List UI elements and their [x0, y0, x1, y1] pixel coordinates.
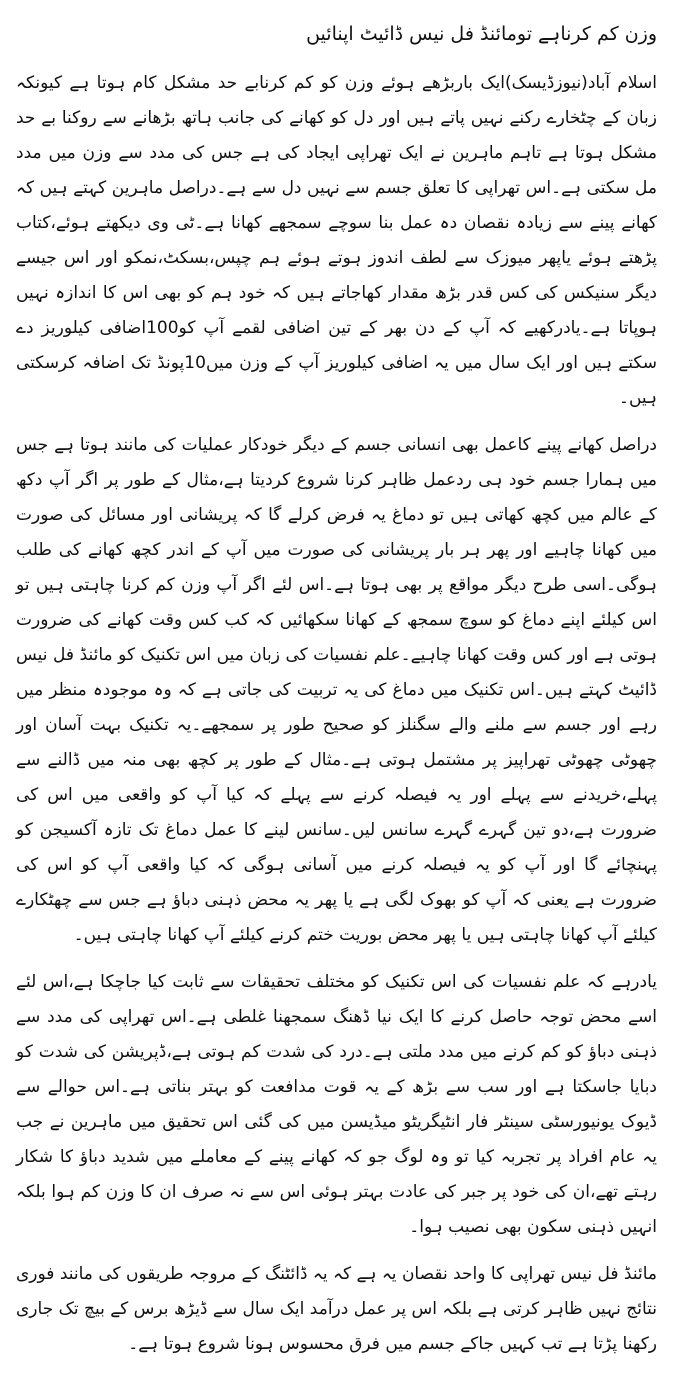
article-paragraph: اسلام آباد(نیوزڈیسک)ایک باربڑھے ہوئے وزن کو کم کرنابے حد مشکل کام ہوتا ہے کیونکہ زبان کے چٹخارے رکنے نہیں پاتے ہیں اور دل کو کھانے کی جانب ہاتھ بڑھانے سے روکنا بے حد مشکل ہوتا ہے تاہم ماہرین نے ایک تھراپی ایجاد کی ہے جس کی مدد سے وزن میں مدد مل سکتی ہے۔اس تھراپی کا تعلق جسم سے نہیں دل سے ہے۔دراصل ماہرین کہتے ہیں کہ کھانے پینے سے زیادہ نقصان دہ عمل بنا سوچے سمجھے کھانا ہے۔ٹی وی دیکھتے ہوئے،کتاب پڑھتے ہوئے یاپھر میوزک سے لطف اندوز ہوتے ہوئے ہم چپس،بسکٹ،نمکو اور اس جیسے دیگر سنیکس کی کس قدر بڑھ مقدار کھاجاتے ہیں کہ خود ہم کو بھی اس کا اندازہ نہیں ہوپاتا ہے۔یادرکھیے کہ آپ کے دن بھر کے تین اضافی لقمے آپ کو100اضافی کیلوریز دے سکتے ہیں اور ایک سال میں یہ اضافی کیلوریز آپ کے وزن میں10پونڈ تک اضافہ کرسکتی ہیں۔: [16, 73, 657, 408]
article-paragraph: یادرہے کہ علم نفسیات کی اس تکنیک کو مختلف تحقیقات سے ثابت کیا جاچکا ہے،اس لئے اسے محض توجہ حاصل کرنے کا ایک نیا ڈھنگ سمجھنا غلطی ہے۔اس تھراپی کی مدد سے ذہنی دباؤ کو کم کرنے میں مدد ملتی ہے۔درد کی شدت کم ہوتی ہے،ڈپریشن کی شدت کو دبایا جاسکتا ہے اور سب سے بڑھ کے یہ قوت مدافعت کو بہتر بناتی ہے۔اس حوالے سے ڈیوک یونیورسٹی سینٹر فار انٹیگریٹو میڈیسن میں کی گئی اس تحقیق میں ماہرین نے جب یہ عام افراد پر تجربہ کیا تو وہ لوگ جو کہ کھانے پینے کے معاملے میں شدید دباؤ کا شکار رہتے تھے،ان کی خود پر جبر کی عادت بہتر ہوئی اس سے نہ صرف ان کا وزن کم ہوا بلکہ انہیں ذہنی سکون بھی نصیب ہوا۔: [16, 972, 657, 1237]
article-paragraph: دراصل کھانے پینے کاعمل بھی انسانی جسم کے دیگر خودکار عملیات کی مانند ہوتا ہے جس میں ہمارا جسم خود ہی ردعمل ظاہر کرنا شروع کردیتا ہے،مثال کے طور پر اگر آپ دکھ کے عالم میں کچھ کھاتی ہیں تو دماغ یہ فرض کرلے گا کہ پریشانی اور مسائل کی صورت میں کھانا چاہیے اور پھر ہر بار پریشانی کی صورت میں آپ کے اندر کچھ کھانے کی طلب ہوگی۔اسی طرح دیگر مواقع پر بھی ہوتا ہے۔اس لئے اگر آپ وزن کم کرنا چاہتی ہیں تو اس کیلئے اپنے دماغ کو سوچ سمجھ کے کھانا سکھائیں کہ کب کس وقت کھانے کی ضرورت ہوتی ہے اور کس وقت کھانا چاہیے۔علم نفسیات کی زبان میں اس تکنیک کو مائنڈ فل نیس ڈائیٹ کہتے ہیں۔اس تکنیک میں دماغ کی یہ تربیت کی جاتی ہے کہ وہ موجودہ منظر میں رہے اور جسم سے ملنے والے سگنلز کو صحیح طور پر سمجھے۔یہ تکنیک بہت آسان اور چھوٹی چھوٹی تھراپیز پر مشتمل ہوتی ہے۔مثال کے طور پر کچھ بھی منہ میں ڈالنے سے پہلے،خریدنے سے پہلے اور یہ فیصلہ کرنے سے پہلے کہ کیا آپ کو واقعی میں اس کی ضرورت ہے،دو تین گہرے گہرے سانس لیں۔سانس لینے کا عمل دماغ تک تازہ آکسیجن کو پہنچائے گا اور آپ کو یہ فیصلہ کرنے میں آسانی ہوگی کہ کیا واقعی آپ کو اس کی ضرورت ہے یعنی کہ آپ کو بھوک لگی ہے یا پھر یہ محض ذہنی دباؤ ہے جس سے چھٹکارے کیلئے آپ کھانا چاہتی ہیں یا پھر محض بوریت ختم کرنے کیلئے آپ کھانا چاہتی ہیں۔: [16, 435, 657, 945]
article-paragraph: مائنڈ فل نیس تھراپی کا واحد نقصان یہ ہے کہ یہ ڈائٹنگ کے مروجہ طریقوں کی مانند فوری نتائج نہیں ظاہر کرتی ہے بلکہ اس پر عمل درآمد ایک سال سے ڈیڑھ برس کے بیچ تک جاری رکھنا پڑتا ہے تب کہیں جاکے جسم میں فرق محسوس ہونا شروع ہوتا ہے۔: [16, 1264, 657, 1354]
article-headline: وزن کم کرناہے تومائنڈ فل نیس ڈائیٹ اپنائیں: [306, 23, 657, 45]
article: [16, 20, 657, 1374]
